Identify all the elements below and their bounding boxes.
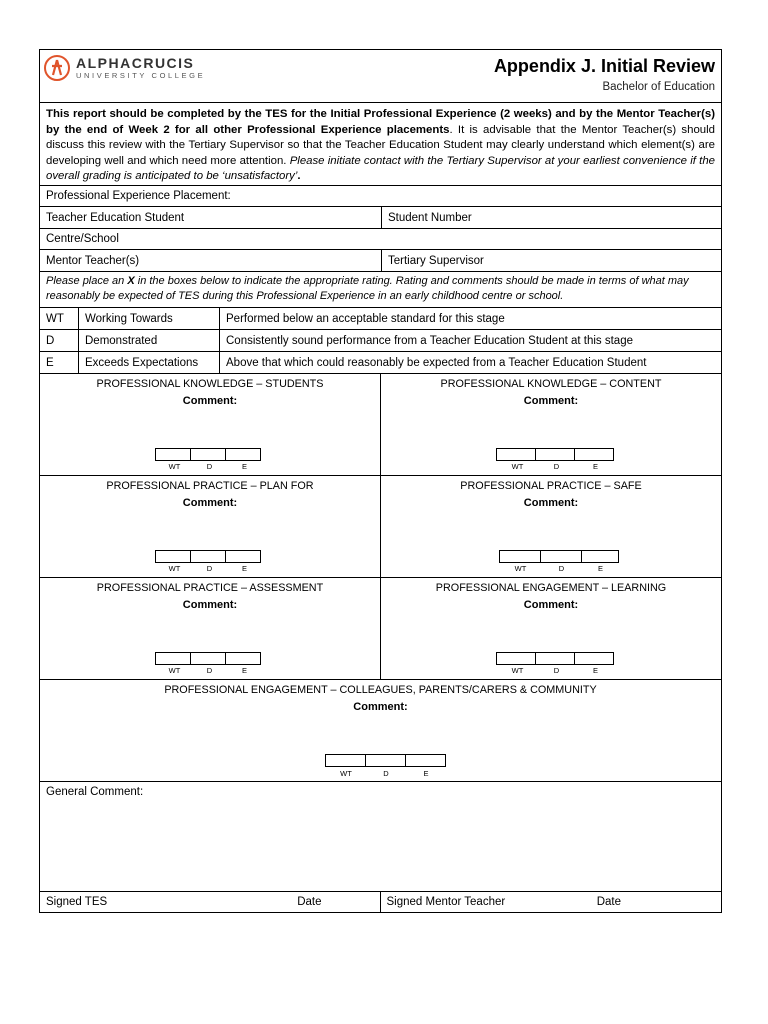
box-label-d: D [553,666,560,675]
box-label-wt: WT [168,564,181,573]
placement-row [40,186,721,207]
tes-field[interactable]: Teacher Education Student [40,207,382,228]
general-comment-label: General Comment: [46,786,144,798]
logo-name: ALPHACRUCIS [76,55,195,72]
rating-box-e[interactable] [225,448,261,461]
comment-label: Comment: [523,497,579,509]
rating-box-e[interactable] [405,754,446,767]
rating-box-d[interactable] [535,448,575,461]
area-knowledge-students [40,374,381,475]
general-comment-area[interactable] [40,782,721,892]
rating-desc: Above that which could reasonably be expected from a Teacher Education Student [226,356,647,369]
area-title: PROFESSIONAL ENGAGEMENT – COLLEAGUES, PARENTS/CARERS & COMMUNITY [164,684,597,696]
signed-mentor-label: Signed Mentor Teacher [386,896,506,908]
tes-row [40,207,721,229]
rating-box-d[interactable] [190,652,226,665]
box-label-e: E [241,462,247,471]
mentor-field[interactable]: Mentor Teacher(s) [40,250,382,271]
box-label-e: E [241,666,247,675]
rating-name: Working Towards [79,308,220,329]
area-knowledge-content [381,374,721,475]
signed-tes-label: Signed TES [46,896,108,908]
rating-boxes [155,550,261,563]
rating-box-d[interactable] [365,754,406,767]
box-label-wt: WT [514,564,527,573]
assessment-row-2 [40,476,721,578]
instr-x: X [127,275,135,287]
rating-box-wt[interactable] [155,448,191,461]
alphacrucis-logo-icon [44,55,70,81]
rating-boxes [496,652,614,665]
comment-label: Comment: [523,599,579,611]
instructions-row [40,272,721,308]
tertiary-supervisor-field[interactable]: Tertiary Supervisor [388,254,484,267]
comment-label: Comment: [353,701,408,713]
signature-row [40,892,721,912]
rating-name: Demonstrated [79,330,220,351]
area-engagement-learning [381,578,721,679]
page-title: Appendix J. Initial Review [493,56,715,76]
rating-box-e[interactable] [574,652,614,665]
date-label: Date [596,896,621,908]
box-label-e: E [241,564,247,573]
initial-review-form [39,49,722,913]
rating-desc: Consistently sound performance from a Teacher Education Student at this stage [226,334,633,347]
rating-box-labels [157,666,262,675]
rating-box-wt[interactable] [325,754,366,767]
centre-field[interactable]: Centre/School [46,233,119,245]
box-label-wt: WT [511,666,524,675]
intro-end: . [297,170,301,183]
page-subtitle: Bachelor of Education [602,81,715,93]
rating-desc: Performed below an acceptable standard for this stage [226,312,505,325]
box-label-e: E [592,462,598,471]
box-label-wt: WT [340,769,352,778]
instructions-text [40,272,721,307]
rating-boxes [155,448,261,461]
rating-box-wt[interactable] [496,448,536,461]
college-logo [44,55,205,81]
box-label-wt: WT [168,666,181,675]
rating-boxes [499,550,619,563]
rating-row-wt [40,308,721,330]
intro-text [40,103,721,185]
rating-code: E [40,352,79,373]
student-number-field[interactable]: Student Number [388,211,472,224]
rating-box-labels [157,564,262,573]
rating-box-e[interactable] [225,652,261,665]
rating-box-e[interactable] [225,550,261,563]
rating-box-d[interactable] [535,652,575,665]
box-label-d: D [383,769,389,778]
rating-box-labels [326,769,446,778]
area-title: PROFESSIONAL PRACTICE – ASSESSMENT [96,582,324,594]
rating-code: D [40,330,79,351]
form-header [40,50,721,103]
centre-row [40,229,721,250]
assessment-row-4 [40,680,721,782]
rating-box-d[interactable] [190,550,226,563]
date-label: Date [297,896,322,908]
comment-label: Comment: [182,599,238,611]
rating-row-e [40,352,721,374]
comment-label: Comment: [523,395,579,407]
rating-name: Exceeds Expectations [79,352,220,373]
rating-box-wt[interactable] [496,652,536,665]
comment-label: Comment: [182,395,238,407]
intro-row [40,103,721,186]
assessment-row-3 [40,578,721,680]
rating-code: WT [40,308,79,329]
rating-box-wt[interactable] [155,550,191,563]
rating-box-labels [500,564,619,573]
rating-box-wt[interactable] [499,550,541,563]
box-label-e: E [423,769,429,778]
area-title: PROFESSIONAL KNOWLEDGE – STUDENTS [96,378,324,390]
rating-box-e[interactable] [574,448,614,461]
box-label-d: D [206,666,213,675]
box-label-d: D [206,564,213,573]
placement-field[interactable]: Professional Experience Placement: [46,190,231,202]
box-label-d: D [553,462,560,471]
box-label-wt: WT [511,462,524,471]
rating-boxes [496,448,614,461]
area-title: PROFESSIONAL ENGAGEMENT – LEARNING [435,582,667,594]
box-label-d: D [558,564,565,573]
rating-box-e[interactable] [581,550,619,563]
rating-box-labels [157,462,262,471]
rating-row-d [40,330,721,352]
area-title: PROFESSIONAL KNOWLEDGE – CONTENT [440,378,662,390]
intro-bold: This report should be completed by the TES for the Initial Professional Experience (2 weeks) and by the Mentor Teacher(s) by the end of Week 2 for all other Professional Experience placements [46,108,715,136]
instr-part2: in the boxes below to indicate the appropriate rating. Rating and comments should be made in terms of what may reasonably be expected of TES during this Professional Experience in an early childhood centre or school. [46,275,689,302]
area-title: PROFESSIONAL PRACTICE – SAFE [460,480,642,492]
area-engagement-community [40,680,721,781]
area-title: PROFESSIONAL PRACTICE – PLAN FOR [106,480,314,492]
area-practice-safe [381,476,721,577]
intro-plain: . It is advisable that the Mentor Teacher(s) should discuss this review with the Tertiary Supervisor so that the Teacher Education Student may clearly understand which element(s) are developing well and which need more attention. [46,123,715,167]
area-practice-assessment [40,578,381,679]
assessment-row-1 [40,374,721,476]
area-practice-plan [40,476,381,577]
mentor-row [40,250,721,272]
rating-box-d[interactable] [540,550,582,563]
comment-label: Comment: [182,497,238,509]
rating-box-labels [498,666,615,675]
logo-subtitle: UNIVERSITY COLLEGE [76,71,206,81]
box-label-e: E [592,666,598,675]
intro-italic: Please initiate contact with the Tertiary Supervisor at your earliest convenience if the overall grading is anticipated to be ‘unsatisfactory’ [46,154,715,183]
instr-part1: Please place an [46,275,128,287]
rating-box-labels [498,462,615,471]
rating-box-wt[interactable] [155,652,191,665]
rating-boxes [155,652,261,665]
box-label-wt: WT [168,462,181,471]
rating-box-d[interactable] [190,448,226,461]
box-label-d: D [206,462,213,471]
signature-mentor[interactable] [381,892,722,912]
signature-tes[interactable] [40,892,381,912]
rating-boxes [325,754,446,767]
box-label-e: E [597,564,603,573]
